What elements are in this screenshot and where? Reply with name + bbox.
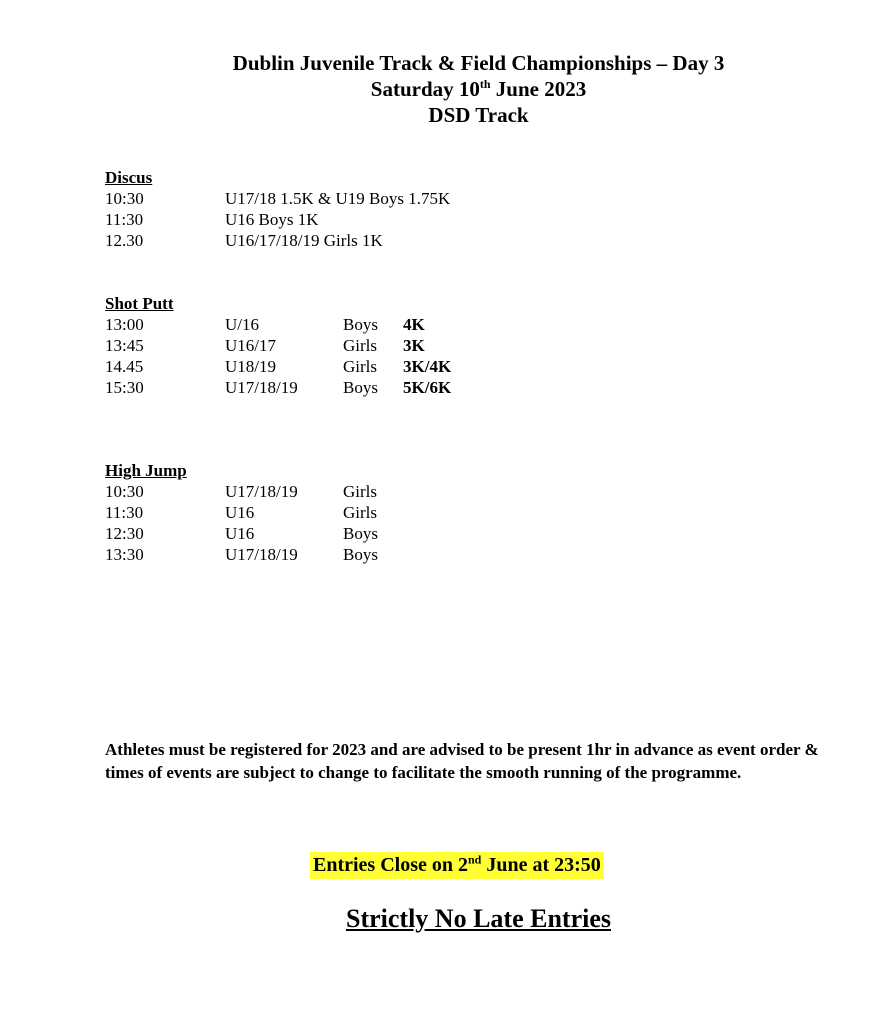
age-group: U17/18/19 bbox=[225, 545, 298, 564]
section-title-high-jump: High Jump bbox=[105, 461, 187, 480]
table-row bbox=[105, 544, 805, 565]
table-row bbox=[105, 335, 805, 356]
implement-weight: 3K bbox=[403, 336, 425, 355]
gender: Girls bbox=[343, 503, 377, 522]
event-description: U17/18 1.5K & U19 Boys 1.75K bbox=[225, 189, 451, 208]
age-group: U16/17 bbox=[225, 336, 276, 355]
table-row bbox=[105, 188, 805, 209]
age-group: U17/18/19 bbox=[225, 378, 298, 397]
age-group: U18/19 bbox=[225, 357, 276, 376]
event-description: U16 Boys 1K bbox=[225, 210, 319, 229]
table-row bbox=[105, 502, 805, 523]
event-time: 13:00 bbox=[105, 315, 144, 334]
page-title: Dublin Juvenile Track & Field Championships – Day 3 bbox=[232, 51, 725, 75]
table-row bbox=[105, 481, 805, 502]
age-group: U16 bbox=[225, 524, 255, 543]
event-time: 15:30 bbox=[105, 378, 144, 397]
table-row bbox=[105, 377, 805, 398]
entries-close-banner: Entries Close on 2nd June at 23:50 bbox=[310, 852, 604, 879]
gender: Girls bbox=[343, 482, 377, 501]
table-row bbox=[105, 314, 805, 335]
age-group: U/16 bbox=[225, 315, 259, 334]
gender: Boys bbox=[343, 524, 378, 543]
age-group: U16 bbox=[225, 503, 255, 522]
registration-notice: Athletes must be registered for 2023 and are advised to be present 1hr in advance as event order & times of events are subject to change to facilitate the smooth running of the programme. bbox=[105, 740, 819, 782]
event-date: Saturday 10th June 2023 bbox=[370, 77, 587, 101]
event-time: 10:30 bbox=[105, 189, 144, 208]
implement-weight: 3K/4K bbox=[403, 357, 452, 376]
no-late-entries-notice: Strictly No Late Entries bbox=[345, 904, 611, 933]
table-row bbox=[105, 523, 805, 544]
event-description: U16/17/18/19 Girls 1K bbox=[225, 231, 383, 250]
event-time: 11:30 bbox=[105, 503, 144, 522]
event-time: 11:30 bbox=[105, 210, 144, 229]
gender: Girls bbox=[343, 357, 377, 376]
event-time: 12.30 bbox=[105, 231, 144, 250]
event-time: 12:30 bbox=[105, 524, 144, 543]
table-row bbox=[105, 356, 805, 377]
section-title-shot-putt: Shot Putt bbox=[105, 294, 174, 313]
event-time: 13:30 bbox=[105, 545, 144, 564]
section-title-discus: Discus bbox=[105, 168, 153, 187]
implement-weight: 4K bbox=[403, 315, 425, 334]
table-row bbox=[105, 230, 805, 251]
age-group: U17/18/19 bbox=[225, 482, 298, 501]
table-row bbox=[105, 209, 805, 230]
gender: Boys bbox=[343, 545, 378, 564]
event-time: 10:30 bbox=[105, 482, 144, 501]
gender: Boys bbox=[343, 378, 378, 397]
event-time: 14.45 bbox=[105, 357, 144, 376]
gender: Boys bbox=[343, 315, 378, 334]
event-time: 13:45 bbox=[105, 336, 144, 355]
venue: DSD Track bbox=[428, 103, 529, 127]
gender: Girls bbox=[343, 336, 377, 355]
implement-weight: 5K/6K bbox=[403, 378, 452, 397]
